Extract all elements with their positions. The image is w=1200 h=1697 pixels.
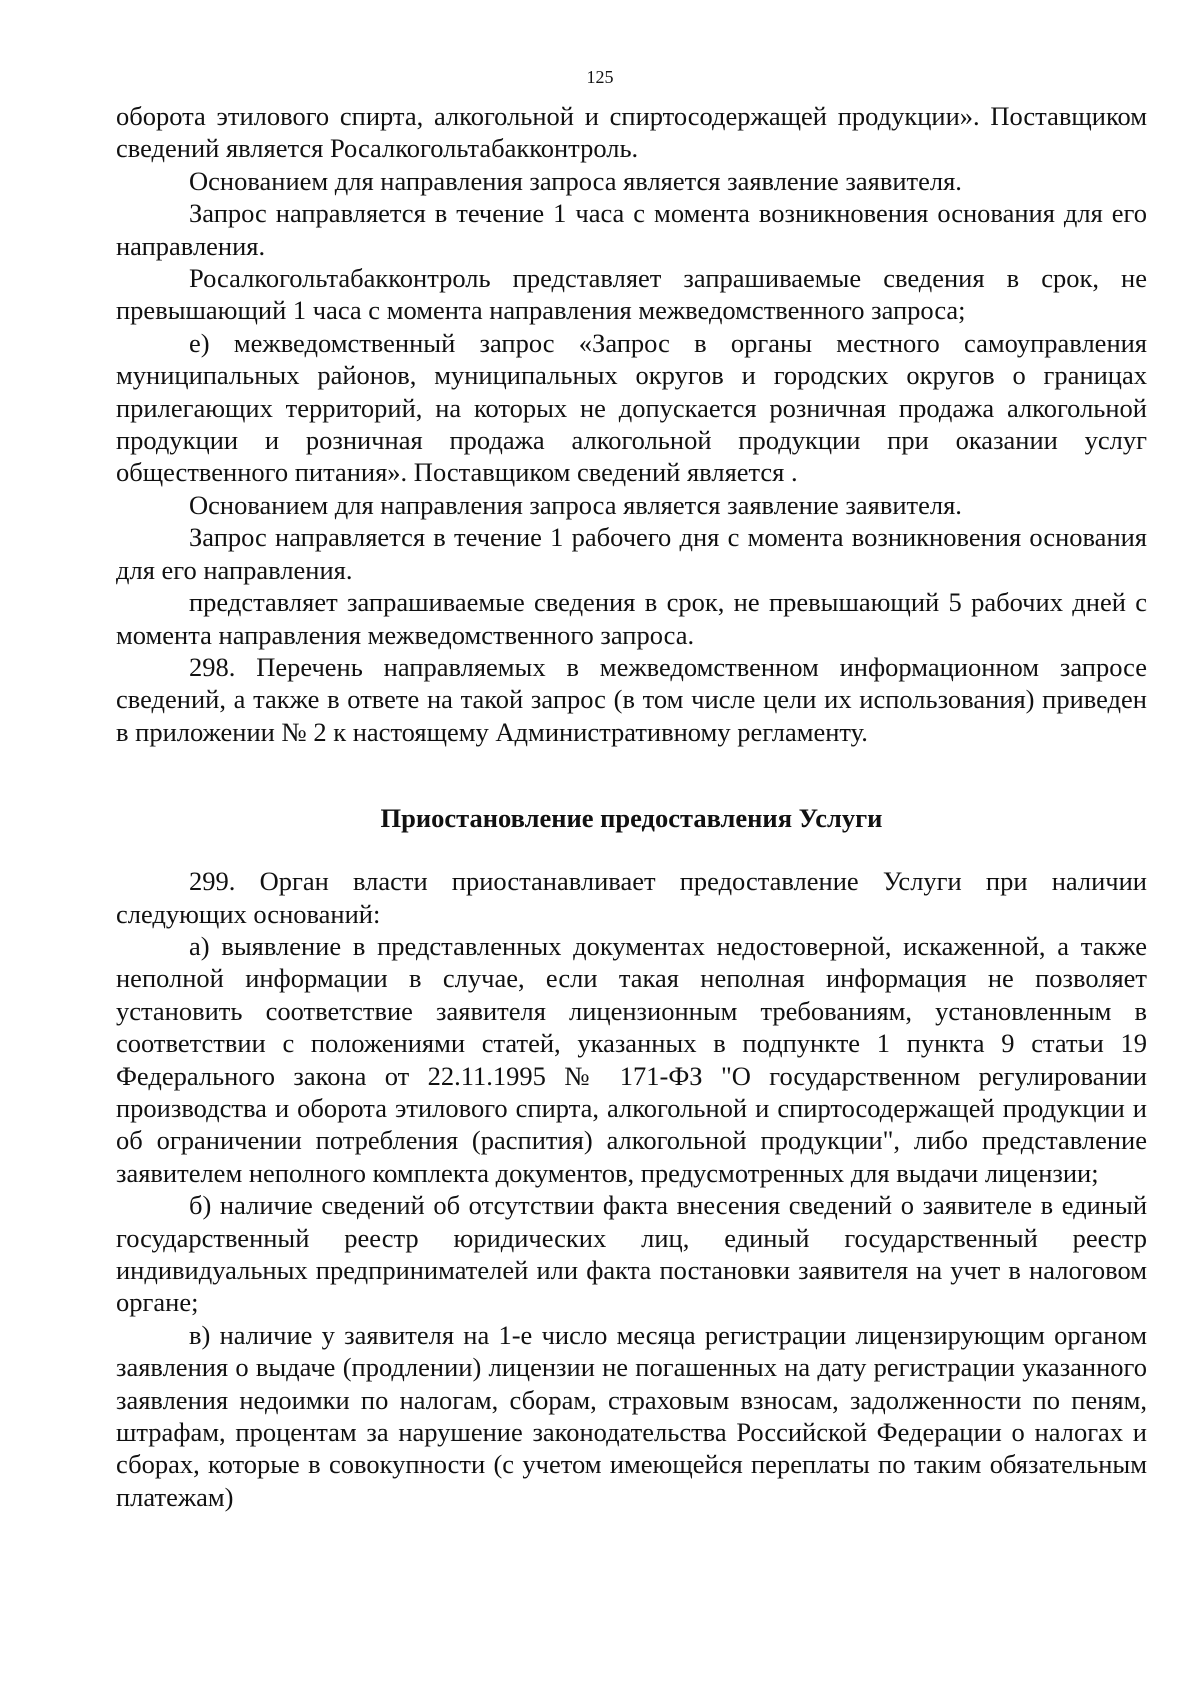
paragraph: б) наличие сведений об отсутствии факта внесения сведений о заявителе в единый государственный реестр юридических лиц, единый государственный реестр индивидуальных предпринимателей или факта постановки заявителя на учет в налоговом органе;: [116, 1190, 1147, 1318]
paragraph: в) наличие у заявителя на 1-е число месяца регистрации лицензирующим органом заявления о выдаче (продлении) лицензии не погашенных на дату регистрации указанного заявления недоимки по налогам, сборам, страховым взносам, задолженности по пеням, штрафам, процентам за нарушение законодательства Российской Федерации о налогах и сборах, которые в совокупности (с учетом имеющейся переплаты по таким обязательным платежам): [116, 1319, 1147, 1512]
paragraph-group-bottom: [116, 865, 1147, 1513]
paragraph: Запрос направляется в течение 1 часа с момента возникновения основания для его направления.: [116, 198, 1147, 261]
paragraph: Росалкогольтабакконтроль представляет запрашиваемые сведения в срок, не превышающий 1 часа с момента направления межведомственного запроса;: [116, 263, 1147, 326]
paragraph: представляет запрашиваемые сведения в срок, не превышающий 5 рабочих дней с момента направления межведомственного запроса.: [116, 587, 1147, 650]
paragraph: Основанием для направления запроса является заявление заявителя.: [189, 165, 962, 196]
paragraph: оборота этилового спирта, алкогольной и спиртосодержащей продукции». Поставщиком сведений является Росалкогольтабакконтроль.: [116, 101, 1147, 164]
page-number: 125: [586, 67, 614, 87]
section-title: Приостановление предоставления Услуги: [380, 803, 883, 834]
paragraph-group-top: [116, 100, 1147, 748]
paragraph: Запрос направляется в течение 1 рабочего дня с момента возникновения основания для его направления.: [116, 522, 1147, 585]
document-body: [116, 100, 1147, 1513]
paragraph: е) межведомственный запрос «Запрос в органы местного самоуправления муниципальных районов, муниципальных округов и городских округов о границах прилегающих территорий, на которых не допускается розничная продажа алкогольной продукции и розничная продажа алкогольной продукции при оказании услуг общественного питания». Поставщиком сведений является .: [116, 327, 1147, 488]
paragraph: а) выявление в представленных документах недостоверной, искаженной, а также неполной информации в случае, если такая неполная информация не позволяет установить соответствие заявителя лицензионным требованиям, установленным в соответствии с положениями статей, указанных в подпункте 1 пункта 9 статьи 19 Федерального закона от 22.11.1995 № 171-ФЗ "О государственном регулировании производства и оборота этилового спирта, алкогольной и спиртосодержащей продукции и об ограничении потребления (распития) алкогольной продукции", либо представление заявителем неполного комплекта документов, предусмотренных для выдачи лицензии;: [116, 930, 1147, 1188]
paragraph: 298. Перечень направляемых в межведомственном информационном запросе сведений, а также в ответе на такой запрос (в том числе цели их использования) приведен в приложении № 2 к настоящему Административному регламенту.: [116, 651, 1147, 747]
paragraph: Основанием для направления запроса является заявление заявителя.: [189, 489, 962, 520]
paragraph: 299. Орган власти приостанавливает предоставление Услуги при наличии следующих оснований:: [116, 866, 1147, 929]
